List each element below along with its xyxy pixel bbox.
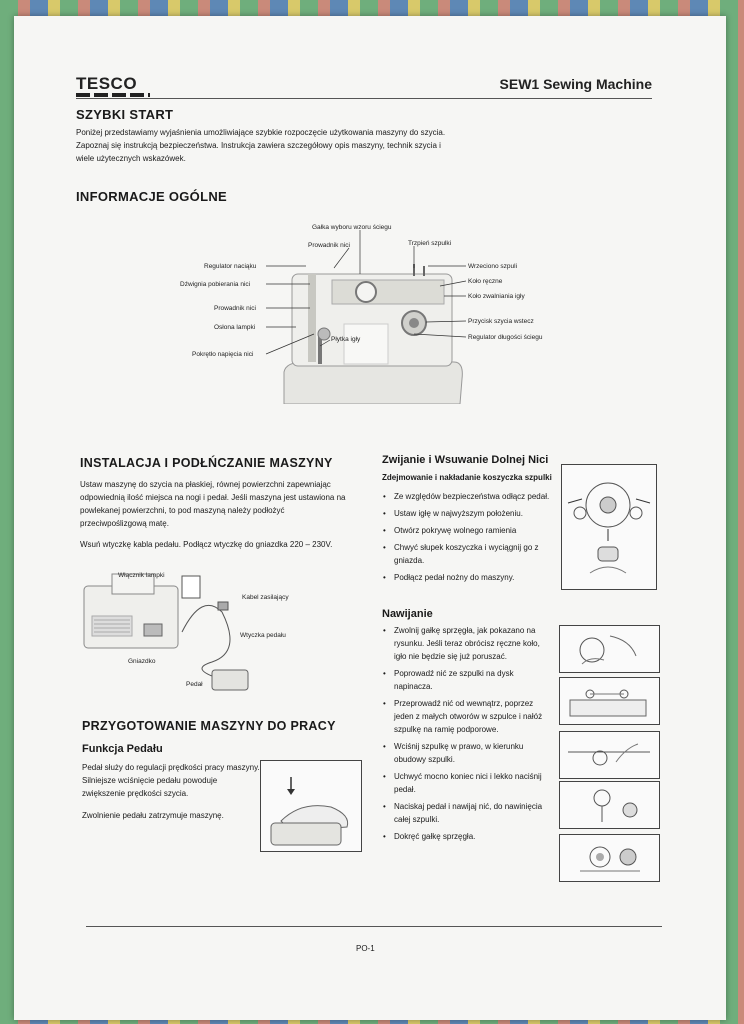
label-power-cable: Kabel zasilający — [242, 594, 289, 601]
preparation-title: PRZYGOTOWANIE MASZYNY DO PRACY — [82, 719, 336, 733]
label-pedal-plug: Wtyczka pedału — [240, 632, 286, 639]
manual-page — [14, 16, 726, 1020]
connection-illustration — [82, 572, 332, 692]
winding-step: • Uchwyć mocno koniec nici i lekko naciśnij pedał. — [382, 770, 554, 796]
bobbin-title: Zwijanie i Wsuwanie Dolnej Nici — [382, 454, 549, 466]
label-lamp-cover: Osłona lampki — [214, 324, 256, 331]
installation-title: INSTALACJA I PODŁŃCZANIE MASZYNY — [80, 456, 333, 470]
bobbin-step: • Podłącz pedał nożny do maszyny. — [382, 571, 554, 584]
bobbin-step: • Chwyć słupek koszyczka i wyciągnij go z gniazda. — [382, 541, 554, 567]
quick-start-title: SZYBKI START — [76, 107, 174, 122]
bobbin-step: • Ze względów bezpieczeństwa odłącz pedał. — [382, 490, 554, 503]
label-release-wheel: Koło zwalniania igły — [468, 293, 525, 300]
label-thread-guide-top: Prowadnik nici — [308, 242, 350, 249]
label-bobbin-winder: Wrzeciono szpuli — [468, 263, 518, 270]
label-reverse-button: Przycisk szycia wstecz — [468, 318, 534, 325]
label-tension-dial: Pokrętło napięcia nici — [192, 351, 254, 358]
bobbin-steps — [382, 490, 554, 588]
winding-figure-4 — [559, 781, 660, 829]
winding-step: • Przeprowadź nić od wewnątrz, poprzez jeden z małych otworów w szpulce i nałóż szpulkę na ramię podporowe. — [382, 697, 554, 736]
label-socket: Gniazdko — [128, 658, 156, 665]
winding-title: Nawijanie — [382, 608, 433, 620]
label-pattern-knob: Gałka wyboru wzoru ściegu — [312, 224, 392, 231]
label-handwheel: Koło ręczne — [468, 278, 503, 285]
label-thread-guide: Prowadnik nici — [214, 305, 256, 312]
label-pedal: Pedał — [186, 681, 203, 688]
winding-step: • Poprowadź nić ze szpulki na dysk napinacza. — [382, 667, 554, 693]
winding-step: • Zwolnij gałkę sprzęgła, jak pokazano na rysunku. Jeśli teraz obrócisz ręczne koło, igło nie będzie się już poruszać. — [382, 624, 554, 663]
quick-start-text: Poniżej przedstawiamy wyjaśnienia umożliwiające szybkie rozpoczęcie użytkowania maszyny do szycia. Zapoznaj się instrukcją bezpieczeństwa. Instrukcja zawiera szczegółowy opis maszyny, technik szycia i wiele użytecznych wskazówek. — [76, 128, 446, 163]
label-spool-pin: Trzpień szpulki — [408, 240, 452, 247]
winding-figure-1 — [559, 625, 660, 673]
label-thread-regulator: Regulator naciąku — [204, 263, 257, 270]
label-stitch-length: Regulator długości ściegu — [468, 334, 543, 341]
winding-figure-3 — [559, 731, 660, 779]
bobbin-case-figure — [561, 464, 657, 590]
pedal-function-text-2: Zwolnienie pedału zatrzymuje maszynę. — [82, 811, 224, 820]
pedal-figure — [260, 760, 362, 852]
bobbin-step: • Otwórz pokrywę wolnego ramienia — [382, 524, 554, 537]
pedal-function-title: Funkcja Pedału — [82, 743, 163, 755]
label-takeup-lever: Dźwignia pobierania nici — [180, 281, 251, 288]
pedal-function-text-1: Pedał służy do regulacji prędkości pracy maszyny. Silniejsze wciśnięcie pedału powoduje zwiększenie prędkości szycia. — [82, 763, 260, 798]
winding-step: • Dokręć gałkę sprzęgła. — [382, 830, 554, 843]
installation-text-2: Wsuń wtyczkę kabla pedału. Podłącz wtyczkę do gniazdka 220 – 230V. — [80, 540, 333, 549]
winding-steps — [382, 624, 554, 847]
winding-step: • Wciśnij szpulkę w prawo, w kierunku obudowy szpulki. — [382, 740, 554, 766]
installation-text-1: Ustaw maszynę do szycia na płaskiej, równej powierzchni zapewniając odpowiednią ilość miejsca na nogi i pedał. Jeśli maszyna jest ustawiona na powlekanej powierzchni, to pod maszyną należy podłożyć przeciwpoślizgową matę. — [80, 480, 346, 528]
label-lamp-switch: Włącznik lampki — [118, 572, 165, 579]
winding-figure-5 — [559, 834, 660, 882]
page-number: PO-1 — [356, 944, 375, 953]
general-info-title: INFORMACJE OGÓLNE — [76, 189, 227, 204]
bobbin-step: • Ustaw igłę w najwyższym położeniu. — [382, 507, 554, 520]
winding-step: • Naciskaj pedał i nawijaj nić, do nawinięcia całej szpulki. — [382, 800, 554, 826]
footer-rule — [86, 926, 662, 927]
bobbin-subtitle: Zdejmowanie i nakładanie koszyczka szpulki — [382, 473, 552, 482]
diagram-leader-lines — [14, 16, 726, 436]
product-title: SEW1 Sewing Machine — [499, 76, 652, 92]
winding-figure-2 — [559, 677, 660, 725]
tesco-logo: TESCO — [76, 74, 138, 93]
label-needle-plate: Płytka igły — [331, 336, 361, 343]
